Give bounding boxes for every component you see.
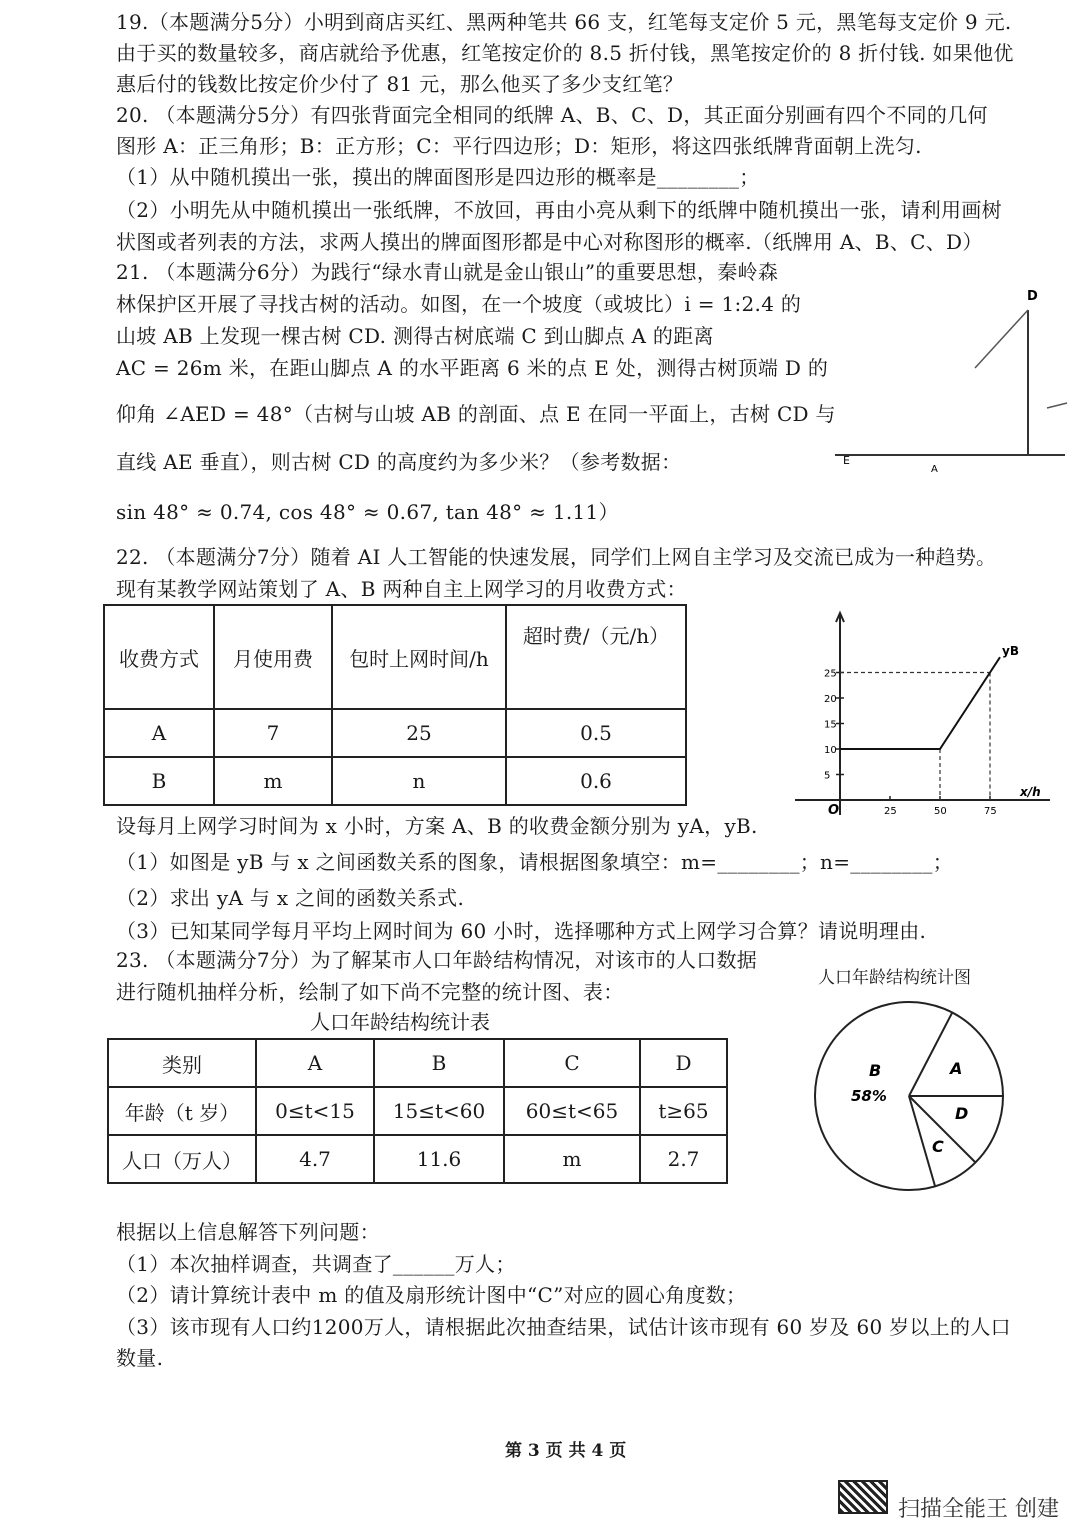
- fee-cell: 7: [214, 709, 332, 757]
- q22-line-4: （1）如图是 yB 与 x 之间函数关系的图象，请根据图象填空：m=________；n=________；: [116, 850, 953, 874]
- population-table: [107, 1038, 728, 1184]
- fee-cell: A: [104, 709, 214, 757]
- pop-header-cell: D: [640, 1039, 727, 1087]
- pop-cell: 2.7: [640, 1135, 727, 1183]
- q23-line-1: 23. （本题满分7分）为了解某市人口年龄结构情况，对该市的人口数据: [116, 948, 758, 972]
- fee-cell: n: [332, 757, 506, 805]
- pop-cell: 人口（万人）: [108, 1135, 256, 1183]
- qr-code-icon: [838, 1480, 888, 1514]
- origin-label: O: [828, 803, 840, 818]
- q21-label-e: E: [843, 454, 850, 467]
- q21-line-4: AC = 26m 米，在距山脚点 A 的水平距离 6 米的点 E 处，测得古树顶端 D 的: [116, 356, 829, 380]
- pop-cell: 4.7: [256, 1135, 374, 1183]
- y-tick-label: 15: [824, 719, 837, 731]
- q20-line-5: 状图或者列表的方法，求两人摸出的牌面图形都是中心对称图形的概率.（纸牌用 A、B、C、D）: [116, 230, 983, 254]
- q19-line-1: 19.（本题满分5分）小明到商店买红、黑两种笔共 66 支，红笔每支定价 5 元，黑笔每支定价 9 元.: [116, 10, 1012, 34]
- y-tick-label: 20: [824, 694, 837, 705]
- q23-line-5: （2）请计算统计表中 m 的值及扇形统计图中“C”对应的圆心角度数；: [116, 1283, 747, 1307]
- pie-label-d: D: [955, 1104, 969, 1123]
- x-axis-label: x/h: [1020, 785, 1041, 799]
- q23-line-6: （3）该市现有人口约1200万人，请根据此次抽查结果，试估计该市现有 60 岁及 60 岁以上的人口: [116, 1315, 1011, 1339]
- pop-cell: m: [504, 1135, 640, 1183]
- fee-cell: 0.6: [506, 757, 686, 805]
- q22-line-5: （2）求出 yA 与 x 之间的函数关系式.: [116, 886, 465, 910]
- q21-mark: [1047, 403, 1067, 408]
- pie-title: 人口年龄结构统计图: [818, 968, 971, 988]
- population-table-title: 人口年龄结构统计表: [310, 1010, 490, 1034]
- pop-cell: 年龄（t 岁）: [108, 1087, 256, 1135]
- pie-label-c: C: [932, 1137, 944, 1156]
- pop-cell: 0≤t<15: [256, 1087, 374, 1135]
- q22-line-1: 22. （本题满分7分）随着 AI 人工智能的快速发展，同学们上网自主学习及交流已成为一种趋势。: [116, 545, 997, 569]
- pop-cell: 11.6: [374, 1135, 504, 1183]
- q21-line-3: 山坡 AB 上发现一棵古树 CD. 测得古树底端 C 到山脚点 A 的距离: [116, 324, 714, 348]
- fee-cell: m: [214, 757, 332, 805]
- fee-cell: 0.5: [506, 709, 686, 757]
- q21-slope-line: [975, 310, 1028, 368]
- q23-line-4: （1）本次抽样调查，共调查了______万人；: [116, 1252, 516, 1276]
- y-tick-label: 10: [824, 745, 837, 756]
- page-number: 第 3 页 共 4 页: [505, 1441, 627, 1461]
- x-tick-label: 75: [984, 806, 997, 817]
- fee-table: [103, 604, 687, 806]
- q19-line-2: 由于买的数量较多，商店就给予优惠，红笔按定价的 8.5 折付钱，黑笔按定价的 8 折付钱. 如果他优: [116, 41, 1014, 65]
- q21-line-1: 21. （本题满分6分）为践行“绿水青山就是金山银山”的重要思想，秦岭森: [116, 260, 779, 284]
- fee-header-cell: 超时费/（元/h）: [506, 605, 686, 709]
- pie-label-a: A: [950, 1059, 963, 1078]
- q21-label-d: D: [1027, 289, 1038, 304]
- pop-header-cell: C: [504, 1039, 640, 1087]
- x-tick-label: 25: [884, 806, 897, 817]
- fee-header-cell: 包时上网时间/h: [332, 605, 506, 709]
- population-pie-chart: [805, 996, 1035, 1196]
- q20-line-4: （2）小明先从中随机摸出一张纸牌，不放回，再由小亮从剩下的纸牌中随机摸出一张，请利用画树: [116, 198, 1002, 222]
- series-yb-line: [840, 657, 1000, 749]
- pop-header-cell: B: [374, 1039, 504, 1087]
- scanner-watermark: 扫描全能王 创建: [898, 1497, 1059, 1522]
- q21-figure: [835, 280, 1075, 480]
- q22-line-6: （3）已知某同学每月平均上网时间为 60 小时，选择哪种方式上网学习合算？请说明理由.: [116, 919, 927, 943]
- fee-cell: B: [104, 757, 214, 805]
- q20-line-2: 图形 A：正三角形；B：正方形；C：平行四边形；D：矩形，将这四张纸牌背面朝上洗匀.: [116, 134, 922, 158]
- pop-cell: 60≤t<65: [504, 1087, 640, 1135]
- pop-cell: t≥65: [640, 1087, 727, 1135]
- q22-line-2: 现有某教学网站策划了 A、B 两种自主上网学习的月收费方式：: [116, 577, 687, 601]
- pop-header-cell: 类别: [108, 1039, 256, 1087]
- q21-line-6: 直线 AE 垂直），则古树 CD 的高度约为多少米？（参考数据：: [116, 450, 682, 474]
- q20-line-3: （1）从中随机摸出一张，摸出的牌面图形是四边形的概率是________；: [116, 165, 760, 189]
- series-yb-label: yB: [1002, 644, 1019, 659]
- fee-header-cell: 月使用费: [214, 605, 332, 709]
- pie-label-b: B: [869, 1061, 882, 1080]
- q21-line-5: 仰角 ∠AED = 48°（古树与山坡 AB 的剖面、点 E 在同一平面上，古树 CD 与: [116, 402, 836, 426]
- x-tick-label: 50: [934, 806, 947, 817]
- fee-cell: 25: [332, 709, 506, 757]
- q21-line-7: sin 48° ≈ 0.74, cos 48° ≈ 0.67, tan 48° ≈ 1.11）: [116, 500, 619, 524]
- q22-line-3: 设每月上网学习时间为 x 小时，方案 A、B 的收费金额分别为 yA，yB.: [116, 814, 758, 838]
- q23-line-7: 数量.: [116, 1346, 164, 1370]
- q21-label-a: A: [931, 464, 938, 475]
- pop-header-cell: A: [256, 1039, 374, 1087]
- q21-line-2: 林保护区开展了寻找古树的活动。如图，在一个坡度（或坡比）i = 1:2.4 的: [116, 292, 802, 316]
- pie-divider-ab: [909, 1013, 952, 1096]
- q23-line-3: 根据以上信息解答下列问题：: [116, 1220, 380, 1244]
- q19-line-3: 惠后付的钱数比按定价少付了 81 元，那么他买了多少支红笔？: [116, 72, 684, 96]
- q23-line-2: 进行随机抽样分析，绘制了如下尚不完整的统计图、表：: [116, 980, 624, 1004]
- q20-line-1: 20. （本题满分5分）有四张背面完全相同的纸牌 A、B、C、D，其正面分别画有四个不同的几何: [116, 103, 988, 127]
- y-tick-label: 25: [824, 668, 837, 680]
- yb-function-chart: [795, 610, 1060, 820]
- pop-cell: 15≤t<60: [374, 1087, 504, 1135]
- pie-label-b-pct: 58%: [851, 1087, 887, 1105]
- fee-header-cell: 收费方式: [104, 605, 214, 709]
- y-tick-label: 5: [824, 770, 831, 782]
